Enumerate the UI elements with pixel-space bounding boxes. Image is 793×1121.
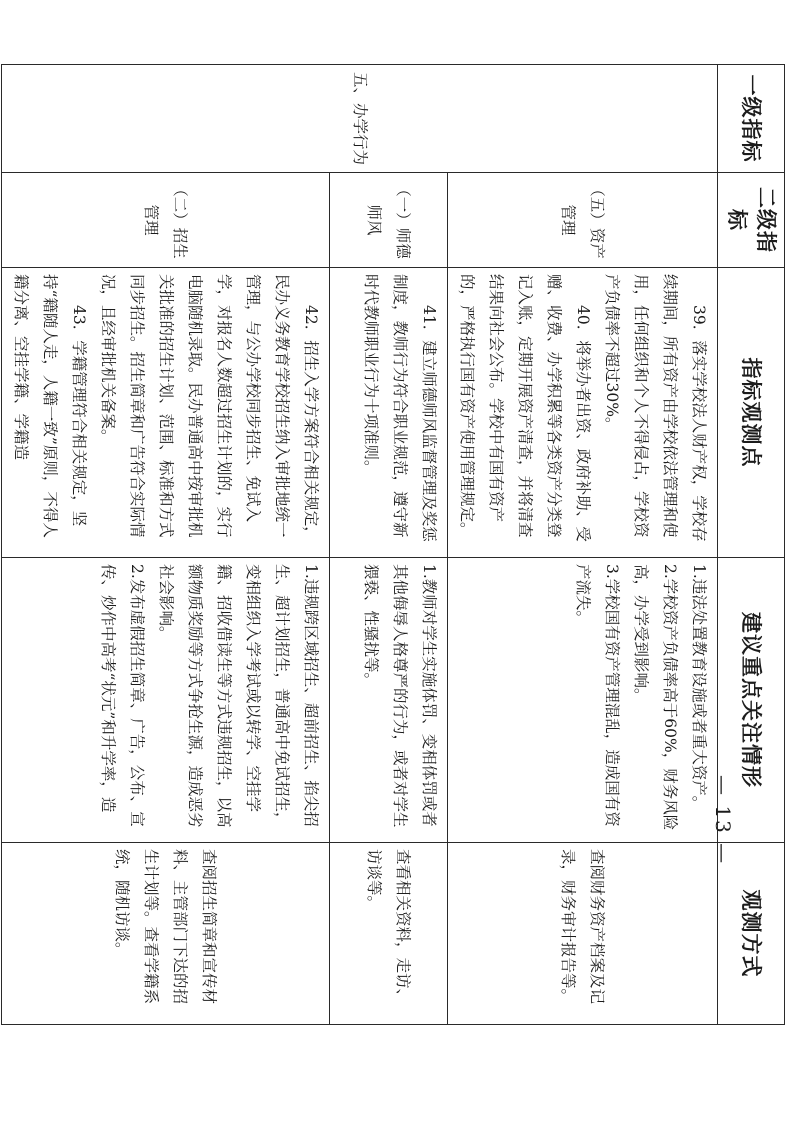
focus-cell xyxy=(2,558,330,843)
level2-cell: （二）招生管理 xyxy=(2,173,330,268)
method-cell: 查看相关资料，走访、访谈等。 xyxy=(330,843,448,1025)
level1-cell: 五、办学行为 xyxy=(2,65,718,173)
focus-cell xyxy=(448,558,718,843)
level2-cell: （一）师德师风 xyxy=(330,173,448,268)
indicator-table xyxy=(1,64,785,1025)
point-42: 42．招生入学方案符合相关规定，民办义务教育学校招生纳入审批地统一管理，与公办学校同步招生、免试入学，对报名人数超过招生计划的，实行电脑随机录取。民办普通高中按审批机关批准的招生计划、范围、标准和方式同步招生。招生简章和广告符合实际情况，且经审批机关备案。 xyxy=(99,274,320,542)
focus-item: 1.教师对学生实施体罚、变相体罚或者其他侮辱人格尊严的行为，或者对学生猥亵、性骚扰等。 xyxy=(362,564,438,828)
points-cell xyxy=(330,268,448,558)
table-row xyxy=(2,65,330,1025)
header-level1: 一级指标 xyxy=(718,65,785,173)
point-40: 40．将举办者出资、政府补助、受赠、收费、办学积累等各类资产分类登记入账，定期开展资产清查，并将清查结果向社会公布。学校中有国有资产的，严格执行国有资产使用管理规定。 xyxy=(458,274,592,542)
points-cell xyxy=(448,268,718,558)
point-41: 41．建立师德师风监督管理及奖惩制度，教师行为符合职业规范，遵守新时代教师职业行为十项准则。 xyxy=(362,274,438,542)
header-points: 指标观测点 xyxy=(718,268,785,558)
focus-item: 1.违规跨区域招生、超前招生、掐尖招生、超计划招生，普通高中免试招生，变相组织入学考试或以转学、空挂学籍、招收借读生等方式违规招生，以高额物质奖励等方式争抢生源，造成恶劣社会影响。 xyxy=(157,564,320,828)
table-row xyxy=(448,65,718,1025)
table-row xyxy=(330,65,448,1025)
focus-item: 2.学校资产负债率高于60%，财务风险高，办学受到影响。 xyxy=(632,564,679,831)
header-method: 观测方式 xyxy=(718,843,785,1025)
rotated-table-page xyxy=(12,64,785,1024)
point-43: 43．学籍管理符合相关规定，坚持“籍随人走，人籍一致”原则，不得人籍分离、空挂学籍、学籍造 xyxy=(12,274,88,538)
page-number: — 13 — xyxy=(711,774,735,866)
points-cell xyxy=(2,268,330,558)
focus-cell xyxy=(330,558,448,843)
focus-item: 1.违法处置教育设施或者重大资产。 xyxy=(690,564,708,812)
header-level2: 二级指标 xyxy=(718,173,785,268)
method-cell: 查阅财务资产档案及记录，财务审计报告等。 xyxy=(448,843,718,1025)
focus-item: 2.发布虚假招生简章、广告，公布、宣传、炒作中高考“状元”和升学率，造 xyxy=(99,564,146,827)
header-focus: 建议重点关注情形 xyxy=(718,558,785,843)
table-header-row xyxy=(718,65,785,1025)
point-39: 39．落实学校法人财产权，学校存续期间，所有资产由学校依法管理和使用，任何组织和个人不得侵占，学校资产负债率不超过30%。 xyxy=(603,274,708,542)
focus-item: 3.学校国有资产管理混乱，造成国有资产流失。 xyxy=(574,564,621,827)
level2-cell: （五）资产管理 xyxy=(448,173,718,268)
method-cell: 查阅招生简章和宣传材料、主管部门下达的招生计划等。查看学籍系统，随机访谈。 xyxy=(2,843,330,1025)
